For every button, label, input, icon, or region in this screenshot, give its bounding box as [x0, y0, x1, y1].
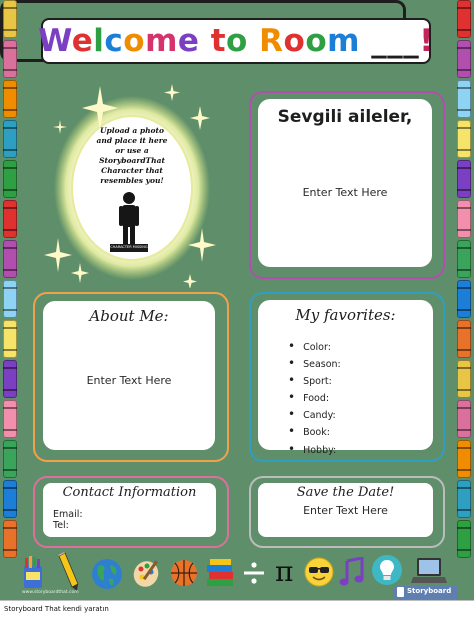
crayon	[457, 80, 471, 118]
title-letter: e	[177, 23, 200, 59]
about-title: About Me:	[89, 307, 169, 325]
pi-icon	[272, 558, 300, 586]
title-letter	[360, 23, 371, 59]
title-letter: W	[38, 23, 72, 59]
title-letter: o	[226, 23, 248, 59]
greeting-panel[interactable]	[258, 99, 432, 267]
favorites-panel[interactable]	[258, 300, 433, 456]
favorites-title: My favorites:	[295, 306, 396, 324]
crayon	[3, 120, 17, 158]
crayon	[457, 0, 471, 38]
crayon	[3, 400, 17, 438]
title-letter: _	[371, 23, 388, 59]
globe-icon	[90, 557, 124, 591]
divide-icon	[241, 560, 267, 586]
crayon	[3, 440, 17, 478]
storyboard-logo[interactable]	[394, 586, 458, 599]
crayon	[3, 360, 17, 398]
date-body[interactable]: Enter Text Here	[303, 504, 388, 517]
title-letter: _	[387, 23, 404, 59]
greeting-body[interactable]: Enter Text Here	[302, 186, 388, 199]
crayon	[457, 360, 471, 398]
greeting-title: Sevgili aileler,	[277, 107, 413, 127]
title-letter: !	[419, 23, 434, 59]
paint-palette-icon	[131, 557, 161, 589]
title-letter: o	[123, 23, 146, 59]
title-letter: m	[327, 23, 360, 59]
crayon	[457, 280, 471, 318]
date-title: Save the Date!	[296, 485, 395, 500]
contact-panel[interactable]	[43, 483, 216, 537]
contact-title: Contact Information	[62, 485, 197, 500]
crayon	[457, 440, 471, 478]
title-letter: m	[145, 23, 178, 59]
favorite-item[interactable]: • Hobby:	[288, 441, 341, 458]
sunglasses-emoji-icon	[303, 556, 335, 588]
crayon	[457, 40, 471, 78]
photo-instruction: Upload a photo and place it here or use a StoryboardThat Character that resembles you!	[96, 126, 168, 185]
title-letter: _	[403, 23, 420, 59]
contact-lines	[53, 509, 83, 531]
storyboard-logo-icon	[397, 587, 404, 597]
title-letter: l	[93, 23, 105, 59]
crayon	[457, 240, 471, 278]
left-crayon-border	[3, 0, 17, 556]
crayon	[3, 520, 17, 558]
date-panel[interactable]	[258, 483, 433, 537]
crayon	[457, 520, 471, 558]
page-title	[38, 23, 434, 59]
right-crayon-border	[457, 0, 471, 556]
about-panel[interactable]	[43, 301, 215, 450]
footer-credit: Storyboard That kendi yaratın	[4, 605, 109, 613]
favorite-item[interactable]: • Candy:	[288, 406, 341, 423]
crayon	[3, 200, 17, 238]
crayon	[3, 320, 17, 358]
crayon	[457, 120, 471, 158]
storyboard-logo-text: Storyboard	[407, 587, 452, 595]
laptop-icon	[411, 555, 447, 587]
lightbulb-icon	[371, 554, 403, 588]
email-label[interactable]: Email:	[53, 509, 83, 520]
title-letter	[199, 23, 210, 59]
favorite-item[interactable]: • Sport:	[288, 372, 341, 389]
crayon	[3, 280, 17, 318]
favorites-list	[288, 338, 341, 458]
crayon	[457, 200, 471, 238]
title-box[interactable]	[38, 18, 434, 64]
music-note-icon	[339, 557, 365, 587]
crayon	[3, 240, 17, 278]
crayon	[457, 400, 471, 438]
books-icon	[205, 557, 235, 589]
footer-bar	[0, 600, 474, 621]
crayon	[3, 160, 17, 198]
crayon-box-icon	[20, 556, 46, 590]
svg-text:π: π	[275, 558, 294, 586]
favorite-item[interactable]: • Color:	[288, 338, 341, 355]
title-letter: o	[305, 23, 328, 59]
crayon	[457, 160, 471, 198]
favorite-item[interactable]: • Book:	[288, 423, 341, 440]
crayon	[3, 40, 17, 78]
crayon	[457, 320, 471, 358]
favorite-item[interactable]: • Season:	[288, 355, 341, 372]
crayon	[457, 480, 471, 518]
favorite-item[interactable]: • Food:	[288, 389, 341, 406]
pencil-icon	[55, 552, 81, 592]
title-letter: e	[71, 23, 94, 59]
title-letter: o	[283, 23, 306, 59]
footer-url: www.storyboardthat.com	[22, 590, 79, 595]
crayon	[3, 80, 17, 118]
title-letter: t	[210, 23, 227, 59]
crayon	[3, 480, 17, 518]
title-letter: R	[259, 23, 284, 59]
basketball-icon	[169, 558, 199, 588]
title-letter: c	[104, 23, 124, 59]
tel-label[interactable]: Tel:	[53, 520, 69, 531]
character-caption: CHARACTER MISSING	[110, 245, 148, 249]
about-body[interactable]: Enter Text Here	[86, 374, 172, 387]
crayon	[3, 0, 17, 38]
title-letter	[248, 23, 259, 59]
